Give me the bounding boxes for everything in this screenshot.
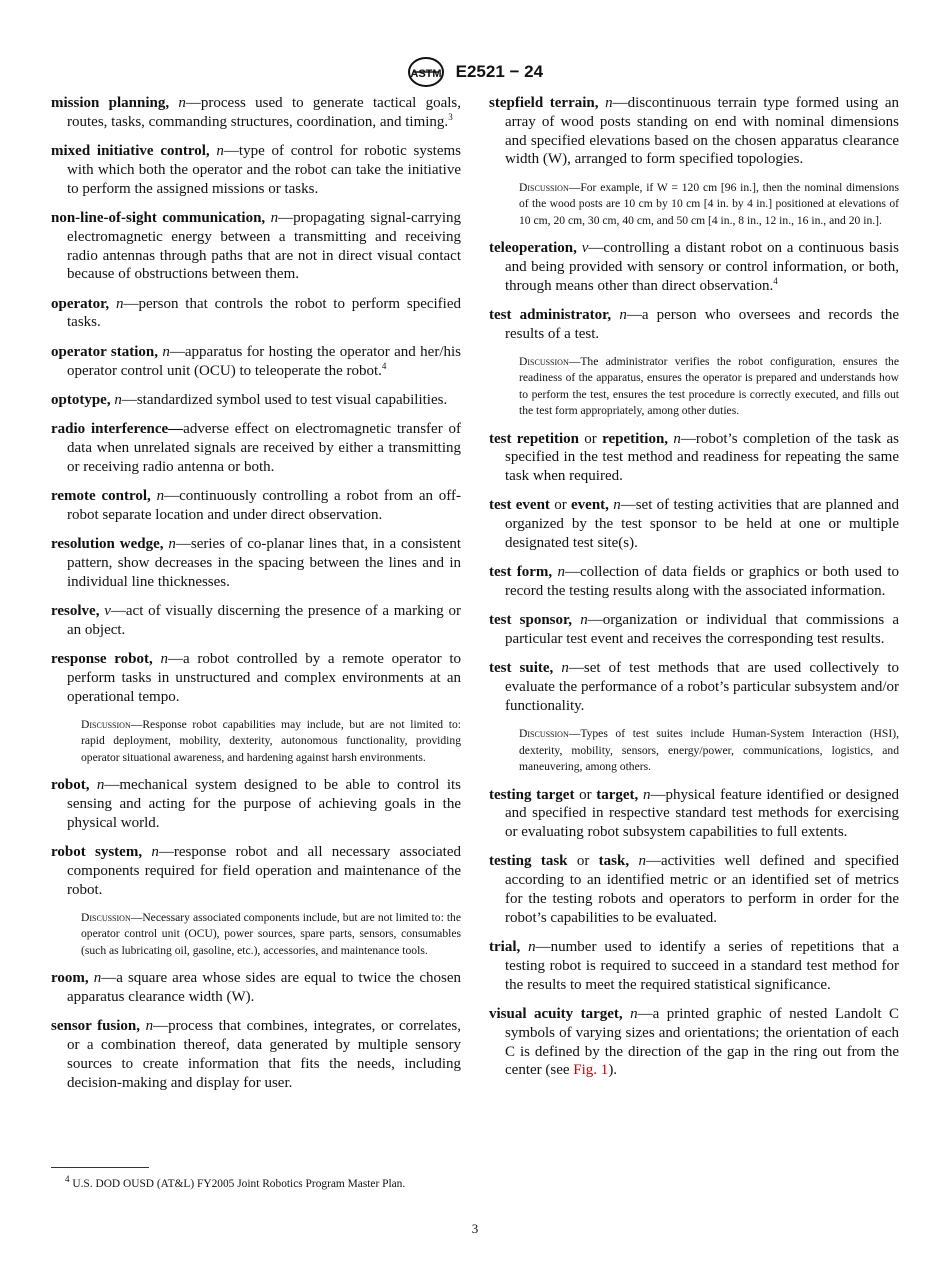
- definition-entry: [489, 659, 899, 715]
- part-of-speech: n: [630, 1006, 638, 1023]
- term: mission planning,: [51, 95, 170, 111]
- part-of-speech: n: [619, 306, 627, 323]
- part-of-speech: n: [116, 295, 124, 312]
- part-of-speech: n: [270, 209, 279, 226]
- definition-text: —continuously controlling a robot from an off-robot separate location and under direct observation.: [67, 488, 462, 523]
- term: robot,: [51, 777, 90, 794]
- definition-text: —process that combines, integrates, or correlates, or a combination thereof, data generated by multiple sensory sources to create information that fits the needs, including decision-making and display for user.: [67, 1018, 462, 1091]
- definition-entry: [489, 1005, 899, 1080]
- definition-entry: [489, 430, 899, 486]
- footnote-text: U.S. DOD OUSD (AT&L) FY2005 Joint Robotics Program Master Plan.: [72, 1178, 406, 1190]
- definition-entry: [51, 1017, 461, 1092]
- discussion-label: Discussion: [81, 718, 131, 732]
- definition-entry: [51, 487, 461, 525]
- definition-entry: [489, 938, 899, 994]
- definition-entry: [51, 420, 461, 476]
- term-alt: event,: [571, 497, 609, 514]
- definition-text: —a robot controlled by a remote operator to perform tasks in unstructured and complex environments at an operational tempo.: [67, 651, 462, 705]
- footnote-number: 4: [65, 1174, 70, 1185]
- figure-link[interactable]: Fig. 1: [573, 1062, 609, 1079]
- definition-entry: [489, 611, 899, 649]
- term-connector: or: [579, 430, 603, 447]
- definition-text: —organization or individual that commissions a particular test event and receives the corresponding test results.: [505, 612, 899, 648]
- definition-text: —collection of data fields or graphics or both used to record the testing results along with the associated information.: [505, 564, 900, 600]
- term-alt: task,: [598, 853, 630, 870]
- part-of-speech: n: [673, 430, 681, 447]
- term: visual acuity target,: [489, 1006, 623, 1023]
- definition-text: adverse effect on electromagnetic transfer of data when unrelated signals are received by either a transmitting or receiving radio antenna or both.: [67, 421, 462, 475]
- term: test repetition: [489, 430, 579, 447]
- discussion-label: Discussion: [519, 180, 569, 194]
- definition-entry: [489, 306, 899, 344]
- discussion-text: —The administrator verifies the robot configuration, ensures the readiness of the apparatus, ensures the operator is prepared and understands how to perform the test, ensures the test procedure is correctly executed, and fills out the test form appropriately, among other duties.: [519, 354, 899, 418]
- definition-entry: [51, 969, 461, 1007]
- definition-text: —robot’s completion of the task as specified in the test method and readiness for repeating the same task when required.: [505, 430, 899, 485]
- definition-text: —set of testing activities that are planned and organized by the test sponsor to be held at one or multiple designated test site(s).: [505, 497, 900, 551]
- part-of-speech: n: [561, 660, 569, 677]
- definition-entry: [51, 843, 461, 899]
- definition-text: —a person who oversees and records the results of a test.: [505, 306, 899, 342]
- discussion-text: —Response robot capabilities may include, but are not limited to: rapid deployment, mobility, dexterity, autonomous functionality, providing operator situational awareness, and hardening against harsh environments.: [81, 718, 461, 764]
- part-of-speech: n: [156, 488, 165, 505]
- definition-text: —type of control for robotic systems with which both the operator and the robot can take the initiative to perform the assigned missions or tasks.: [67, 143, 462, 197]
- part-of-speech: n: [93, 970, 102, 987]
- term: non-line-of-sight communication,: [51, 209, 266, 226]
- part-of-speech: n: [160, 651, 168, 668]
- term-connector: or: [549, 497, 572, 514]
- discussion-text: —For example, if W = 120 cm [96 in.], then the nominal dimensions of the wood posts are 10 cm by 10 cm [4 in. by 4 in.] positioned at elevations of 10 cm, 20 cm, 30 cm, 40 cm, and 50 cm [4 in., 8 in., 12 in., 16 in., and 20 in.].: [519, 180, 899, 227]
- discussion-note: [51, 910, 461, 959]
- part-of-speech: n: [580, 612, 588, 629]
- part-of-speech: n: [528, 939, 536, 956]
- part-of-speech: n: [216, 143, 224, 160]
- definition-entry: [489, 786, 899, 842]
- definition-text: —discontinuous terrain type formed using an array of wood posts standing on end with nominal dimensions and specified elevations based on the chosen apparatus clearance width (W), arranged to form specified topologies.: [505, 95, 900, 168]
- footnote-ref: 4: [773, 275, 778, 286]
- term: room,: [51, 970, 89, 987]
- definition-entry: [51, 391, 461, 410]
- term: operator station,: [51, 343, 158, 360]
- term-alt: repetition,: [602, 430, 669, 447]
- page-number: 3: [471, 1221, 479, 1236]
- term: teleoperation,: [489, 239, 577, 256]
- term: test administrator,: [489, 306, 612, 323]
- definition-text: —controlling a distant robot on a continuous basis and being provided with sensory or control information, or both, through means other than direct observation.: [505, 239, 899, 294]
- definition-text: —process used to generate tactical goals, routes, tasks, commanding structures, coordination, and timing.: [67, 95, 461, 130]
- part-of-speech: n: [605, 95, 613, 111]
- discussion-label: Discussion: [519, 727, 569, 741]
- discussion-text: —Necessary associated components include, but are not limited to: the operator control unit (OCU), power sources, spare parts, sensors, consumables (such as lubricating oil, gasoline, etc.), accessories, and maintenance tools.: [81, 911, 461, 957]
- definition-entry: [51, 94, 461, 132]
- term: stepfield terrain,: [489, 95, 599, 111]
- discussion-note: [489, 726, 899, 775]
- definition-text: —a square area whose sides are equal to twice the chosen apparatus clearance width (W).: [67, 970, 461, 1006]
- definition-text: —number used to identify a series of repetitions that a testing robot is required to succeed in a standard test method for the results to meet the required statistical significance.: [505, 939, 899, 993]
- term: radio interference—: [51, 421, 184, 438]
- part-of-speech: n: [162, 343, 170, 360]
- definition-entry: [51, 776, 461, 832]
- discussion-note: [51, 717, 461, 766]
- term: response robot,: [51, 651, 153, 668]
- part-of-speech: n: [638, 853, 646, 870]
- left-column: [51, 94, 461, 1103]
- part-of-speech: n: [613, 497, 621, 514]
- part-of-speech: n: [642, 786, 651, 803]
- discussion-label: Discussion: [81, 911, 131, 925]
- definition-entry: [51, 602, 461, 640]
- part-of-speech: n: [114, 391, 122, 408]
- term: test event: [489, 497, 550, 514]
- term: testing target: [489, 786, 575, 803]
- definition-entry: [51, 535, 461, 591]
- term: remote control,: [51, 488, 151, 505]
- astm-logo-icon: [407, 56, 445, 88]
- part-of-speech: n: [151, 844, 159, 861]
- part-of-speech: n: [96, 777, 105, 794]
- term: resolution wedge,: [51, 536, 164, 553]
- term: robot system,: [51, 844, 143, 861]
- part-of-speech: v: [104, 603, 111, 620]
- definition-text: —person that controls the robot to perform specified tasks.: [67, 295, 462, 331]
- definition-entry: [51, 295, 461, 333]
- definition-entry: [489, 563, 899, 601]
- definition-text: —standardized symbol used to test visual capabilities.: [121, 391, 448, 408]
- part-of-speech: n: [178, 95, 186, 111]
- part-of-speech: n: [168, 536, 176, 553]
- definition-text: —set of test methods that are used collectively to evaluate the performance of a robot’s particular subsystem and/or functionality.: [505, 660, 899, 715]
- discussion-note: [489, 180, 899, 229]
- definition-text: —activities well defined and specified according to an identified metric or an identified set of metrics for the testing robots and operators to perform in order for the robot’s capabilities to be evaluated.: [505, 853, 900, 926]
- definition-text: —physical feature identified or designed and specified in respective standard test methods for exercising or evaluating robot subsystem capabilities to full extents.: [505, 786, 899, 841]
- definition-text: —series of co-planar lines that, in a consistent pattern, show decreases in the spacing between the lines and in individual line thicknesses.: [67, 536, 462, 590]
- definition-entry: [489, 852, 899, 927]
- definition-text: —apparatus for hosting the operator and her/his operator control unit (OCU) to teleoperate the robot.: [67, 343, 461, 379]
- definition-entry: [489, 94, 899, 169]
- document-designation: E2521 − 24: [455, 62, 544, 81]
- term-alt: target,: [596, 786, 639, 803]
- discussion-label: Discussion: [519, 354, 569, 368]
- term: test sponsor,: [489, 612, 573, 629]
- term-connector: or: [567, 853, 599, 870]
- term: test suite,: [489, 660, 554, 677]
- definition-text: —propagating signal-carrying electromagnetic energy between a transmitting and receiving radio antennas through paths that are not in direct visual contact because of obstructions between them.: [67, 209, 461, 283]
- footnote: [51, 1174, 485, 1192]
- svg-text:ASTM: ASTM: [410, 68, 442, 80]
- discussion-text: —Types of test suites include Human-System Interaction (HSI), dexterity, mobility, sensors, energy/power, communications, logistics, and maneuvering, among others.: [519, 727, 899, 774]
- term-connector: or: [574, 786, 597, 803]
- right-column: [489, 94, 899, 1091]
- definition-entry: [51, 343, 461, 381]
- term: testing task: [489, 853, 568, 870]
- definition-text: —mechanical system designed to be able to control its sensing and acting for the purpose of achieving goals in the physical world.: [67, 777, 461, 831]
- discussion-note: [489, 354, 899, 420]
- definition-entry: [489, 496, 899, 552]
- definition-tail: ).: [608, 1062, 618, 1079]
- part-of-speech: n: [145, 1018, 154, 1035]
- definition-text: —act of visually discerning the presence of a marking or an object.: [67, 603, 461, 638]
- term: sensor fusion,: [51, 1018, 141, 1035]
- term: optotype,: [51, 391, 111, 408]
- term: operator,: [51, 295, 110, 312]
- definition-text: —a printed graphic of nested Landolt C symbols of varying sizes and orientations; the orientation of each C is defined by the direction of the gap in the ring out from the center (see: [505, 1006, 900, 1079]
- footnote-ref: 4: [381, 360, 387, 371]
- page-header: [0, 56, 950, 88]
- definition-text: —response robot and all necessary associated components required for field operation and maintenance of the robot.: [67, 844, 461, 898]
- definition-entry: [51, 209, 461, 284]
- definition-entry: [51, 650, 461, 706]
- term: resolve,: [51, 603, 100, 620]
- part-of-speech: v: [581, 239, 589, 256]
- part-of-speech: n: [557, 564, 565, 581]
- definition-entry: [489, 239, 899, 295]
- term: trial,: [489, 939, 521, 956]
- term: test form,: [489, 564, 553, 581]
- footnote-divider: [51, 1167, 149, 1168]
- term: mixed initiative control,: [51, 143, 210, 160]
- footnote-ref: 3: [448, 111, 453, 122]
- definition-entry: [51, 142, 461, 198]
